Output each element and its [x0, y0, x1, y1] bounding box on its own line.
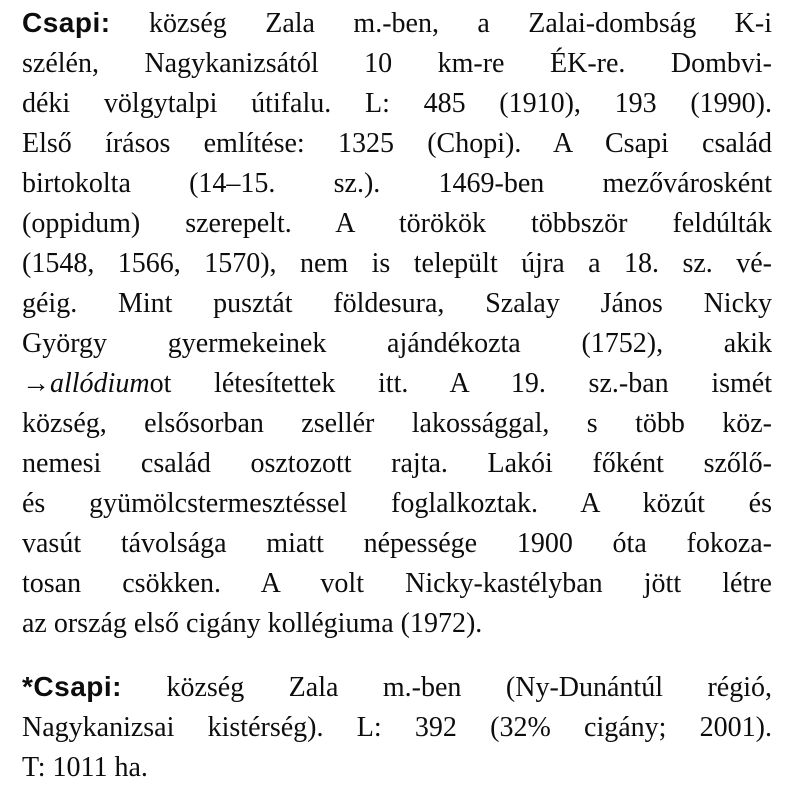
- cross-reference-term: allódium: [50, 368, 150, 399]
- body-text: szélén, Nagykanizsától 10 km-re ÉK-re. Dombvi-: [22, 48, 772, 79]
- body-text: (oppidum) szerepelt. A törökök többször feldúlták: [22, 208, 772, 239]
- text-line: [22, 364, 772, 404]
- body-text: tosan csökken. A volt Nicky-kastélyban jött létre: [22, 568, 772, 599]
- body-text: község Zala m.-ben (Ny-Dunántúl régió,: [121, 672, 772, 703]
- text-line: [22, 284, 772, 324]
- body-text: Nagykanizsai kistérség). L: 392 (32% cigány; 2001).: [22, 712, 772, 743]
- text-line: [22, 3, 772, 44]
- body-text: (1548, 1566, 1570), nem is települt újra a 18. sz. vé-: [22, 248, 772, 279]
- text-line: [22, 324, 772, 364]
- body-text: község, elsősorban zsellér lakossággal, s több köz-: [22, 408, 772, 439]
- text-line: [22, 164, 772, 204]
- entry-headword: Csapi:: [22, 7, 111, 38]
- text-line: [22, 484, 772, 524]
- dictionary-entry: [22, 667, 772, 788]
- text-line: [22, 84, 772, 124]
- text-line: [22, 708, 772, 748]
- text-line: [22, 44, 772, 84]
- text-line: [22, 244, 772, 284]
- body-text: György gyermekeinek ajándékozta (1752), akik: [22, 328, 772, 359]
- text-line: [22, 404, 772, 444]
- body-text: birtokolta (14–15. sz.). 1469-ben mezővárosként: [22, 168, 772, 199]
- entries-container: [22, 3, 772, 788]
- body-text: Első írásos említése: 1325 (Chopi). A Csapi család: [22, 128, 772, 159]
- text-line: [22, 564, 772, 604]
- text-line: [22, 748, 772, 788]
- body-text: →: [22, 368, 50, 399]
- body-text: nemesi család osztozott rajta. Lakói főként szőlő-: [22, 448, 772, 479]
- body-text: vasút távolsága miatt népessége 1900 óta fokoza-: [22, 528, 772, 559]
- body-text: község Zala m.-ben, a Zalai-dombság K-i: [110, 8, 772, 39]
- body-text: déki völgytalpi útifalu. L: 485 (1910), 193 (1990).: [22, 88, 772, 119]
- body-text: ot létesítettek itt. A 19. sz.-ban ismét: [149, 368, 772, 399]
- dictionary-entry: [22, 3, 772, 644]
- body-text: T: 1011 ha.: [22, 752, 148, 783]
- body-text: és gyümölcstermesztéssel foglalkoztak. A közút és: [22, 488, 772, 519]
- entry-headword: *Csapi:: [22, 671, 122, 702]
- body-text: géig. Mint pusztát földesura, Szalay János Nicky: [22, 288, 772, 319]
- text-line: [22, 444, 772, 484]
- body-text: az ország első cigány kollégiuma (1972).: [22, 608, 483, 639]
- text-line: [22, 124, 772, 164]
- text-line: [22, 524, 772, 564]
- text-line: [22, 204, 772, 244]
- text-line: [22, 604, 772, 644]
- text-line: [22, 667, 772, 708]
